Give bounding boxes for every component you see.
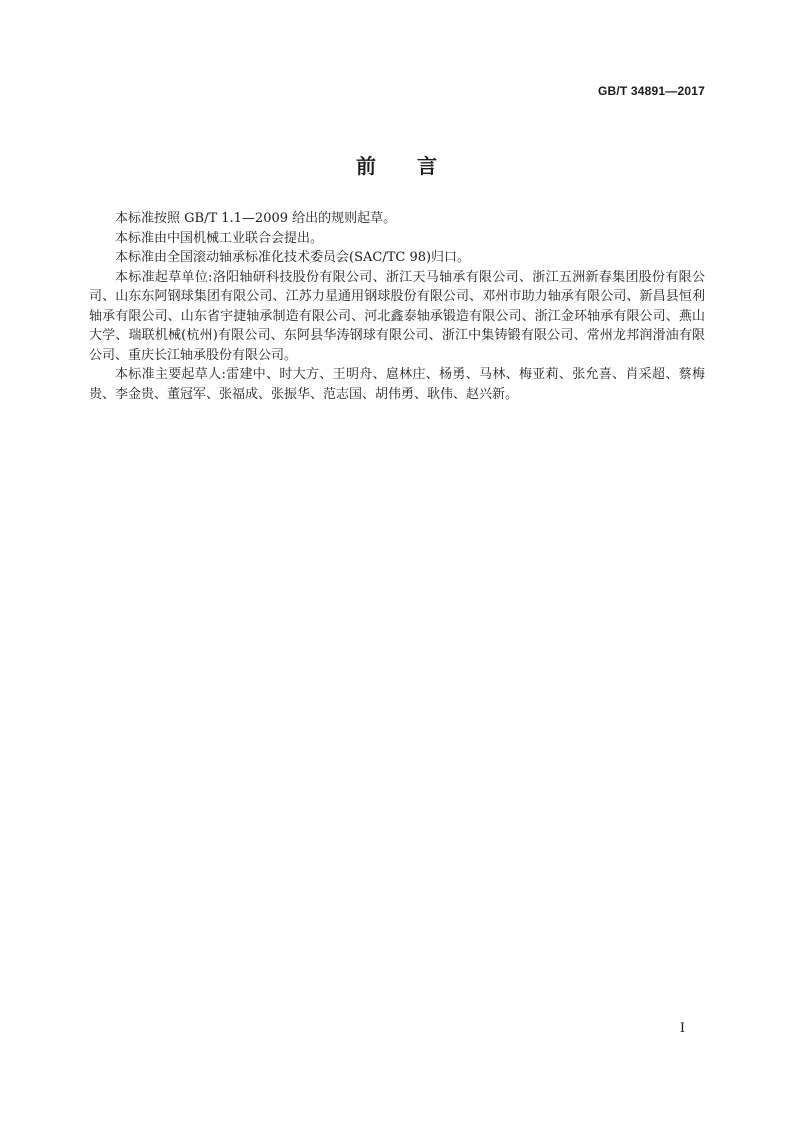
page-title-char-2: 言	[417, 154, 438, 178]
paragraph-proposer: 本标准由中国机械工业联合会提出。	[115, 230, 324, 246]
paragraph-technical-committee: 本标准由全国滚动轴承标准化技术委员会(SAC/TC 98)归口。	[115, 250, 471, 265]
page-number: I	[679, 1021, 685, 1036]
standard-code: GB/T 34891—2017	[597, 84, 705, 98]
paragraph-drafting-units: 本标准起草单位:洛阳轴研科技股份有限公司、浙江天马轴承有限公司、浙江五洲新春集团股份有限公司、山东东阿钢球集团有限公司、江苏力星通用钢球股份有限公司、邓州市助力轴承有限公司、新昌县恒利轴承有限公司、山东省宇捷轴承制造有限公司、河北鑫泰轴承锻造有限公司、浙江金环轴承有限公司、燕山大学、瑞联机械(杭州)有限公司、东阿县华涛钢球有限公司、浙江中集铸锻有限公司、常州龙邦润滑油有限公司、重庆长江轴承股份有限公司。	[89, 269, 705, 363]
paragraph-drafting-rules: 本标准按照 GB/T 1.1—2009 给出的规则起草。	[115, 211, 397, 226]
paragraph-main-drafters: 本标准主要起草人:雷建中、时大方、王明舟、扈林庄、杨勇、马林、梅亚莉、张允喜、肖采超、蔡梅贵、李金贵、董冠军、张福成、张振华、范志国、胡伟勇、耿伟、赵兴新。	[89, 367, 705, 402]
page-title-char-1: 前	[356, 154, 377, 178]
page-title	[0, 150, 794, 179]
foreword-body	[89, 209, 705, 404]
